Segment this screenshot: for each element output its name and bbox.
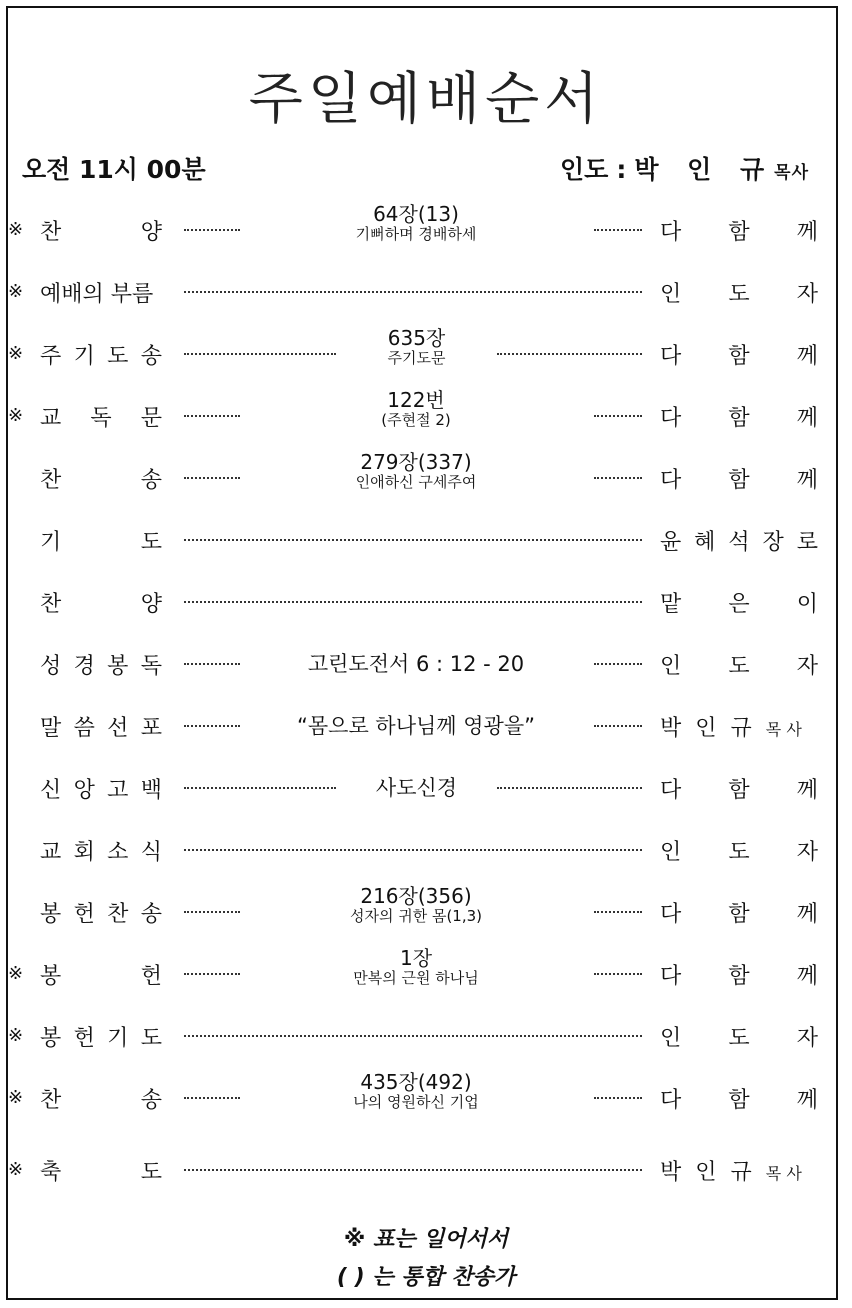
detail-sub: 인애하신 구세주여 — [355, 473, 477, 491]
leader-colon: : — [616, 155, 627, 184]
label-char: 기 — [40, 530, 62, 555]
leader-dots — [184, 715, 240, 727]
service-item-row — [0, 637, 852, 691]
responder-char: 자 — [796, 840, 818, 865]
label-char: 앙 — [73, 778, 95, 803]
detail-sub: 주기도문 — [387, 349, 446, 367]
service-item-row — [0, 513, 852, 567]
responder-char: 인 — [695, 716, 717, 741]
leader-dots — [184, 901, 240, 913]
service-item-responder — [660, 897, 818, 927]
leader-title: 목사 — [774, 163, 810, 183]
service-item-detail — [240, 389, 592, 429]
responder-char: 맡 — [660, 592, 682, 617]
leader-dots — [594, 715, 642, 727]
service-item-label — [40, 277, 162, 307]
service-item-row — [0, 265, 852, 319]
standing-mark: ※ — [8, 219, 24, 240]
responder-char: 께 — [796, 778, 818, 803]
leader-name: 박 인 규 — [634, 155, 775, 184]
responder-char: 함 — [728, 468, 750, 493]
service-item-row — [0, 823, 852, 877]
service-item-row — [0, 1143, 852, 1197]
standing-mark: ※ — [8, 1025, 24, 1046]
standing-mark: ※ — [8, 963, 24, 984]
service-item-row — [0, 575, 852, 629]
leader-dots — [184, 467, 240, 479]
service-item-label — [40, 1021, 162, 1051]
leader-dots — [184, 529, 642, 541]
service-item-row — [0, 1009, 852, 1063]
leader-dots — [594, 219, 642, 231]
leader-dots — [184, 963, 240, 975]
responder-char: 박 — [660, 1160, 682, 1185]
detail-main: 122번 — [387, 388, 445, 412]
standing-mark: ※ — [8, 1087, 24, 1108]
detail-main: 1장 — [399, 946, 433, 970]
responder-char: 다 — [660, 1088, 682, 1113]
responder-char: 윤 — [660, 530, 682, 555]
service-item-responder — [660, 277, 818, 307]
label-char: 성 — [40, 654, 62, 679]
leader-label: 인도 — [560, 155, 609, 184]
leader-dots — [594, 963, 642, 975]
detail-main: 64장(13) — [373, 202, 459, 226]
service-item-responder — [660, 773, 818, 803]
service-item-responder — [660, 525, 818, 555]
service-item-label — [40, 1155, 162, 1185]
service-item-responder — [660, 215, 818, 245]
responder-char: 박 — [660, 716, 682, 741]
responder-title: 목 사 — [765, 720, 802, 739]
service-item-label — [40, 587, 162, 617]
label-char: 봉 — [40, 1026, 62, 1051]
responder-char: 인 — [660, 840, 682, 865]
responder-char: 자 — [796, 282, 818, 307]
responder-char: 도 — [728, 282, 750, 307]
responder-char: 도 — [728, 840, 750, 865]
label-char: 도 — [140, 1026, 162, 1051]
label-char: 도 — [140, 1160, 162, 1185]
service-item-responder — [660, 711, 818, 741]
responder-char: 함 — [728, 406, 750, 431]
label-char: 백 — [140, 778, 162, 803]
service-item-label — [40, 339, 162, 369]
label-char: 송 — [140, 902, 162, 927]
responder-char: 함 — [728, 220, 750, 245]
label-char: 봉 — [40, 964, 62, 989]
responder-char: 께 — [796, 344, 818, 369]
service-item-responder — [660, 1155, 818, 1185]
service-item-detail — [240, 885, 592, 925]
leader-dots — [184, 219, 240, 231]
responder-char: 자 — [796, 1026, 818, 1051]
leader-dots — [497, 343, 642, 355]
responder-char: 인 — [695, 1160, 717, 1185]
label-char: 교 — [40, 840, 62, 865]
label-char: 헌 — [140, 964, 162, 989]
label-char: 찬 — [40, 592, 62, 617]
footer-note-hymnal: ( ) 는 통합 찬송가 — [336, 1265, 516, 1290]
responder-char: 함 — [728, 344, 750, 369]
leader-dots — [184, 1159, 642, 1171]
responder-char: 께 — [796, 468, 818, 493]
label-char: 찬 — [40, 468, 62, 493]
label-char: 소 — [107, 840, 129, 865]
responder-char: 다 — [660, 964, 682, 989]
service-item-row — [0, 1071, 852, 1125]
label-char: 주 — [40, 344, 62, 369]
service-item-detail — [336, 761, 497, 815]
standing-mark: ※ — [8, 343, 24, 364]
standing-mark: ※ — [8, 1159, 24, 1180]
leader-dots — [184, 839, 642, 851]
detail-main: 사도신경 — [375, 776, 458, 800]
service-item-row — [0, 699, 852, 753]
responder-char: 규 — [730, 716, 752, 741]
service-item-label — [40, 773, 162, 803]
label-char: 독 — [90, 406, 112, 431]
service-item-detail — [240, 451, 592, 491]
responder-char: 이 — [796, 592, 818, 617]
label-char: 봉 — [107, 654, 129, 679]
responder-char: 로 — [796, 530, 818, 555]
footer-note-standing: ※ 표는 일어서서 — [343, 1227, 509, 1252]
service-item-responder — [660, 463, 818, 493]
detail-sub: 성자의 귀한 몸(1,3) — [349, 907, 483, 925]
leader-dots — [184, 653, 240, 665]
responder-char: 함 — [728, 964, 750, 989]
label-char: 회 — [73, 840, 95, 865]
service-item-row — [0, 947, 852, 1001]
detail-main: 고린도전서 6 : 12 - 20 — [307, 652, 525, 676]
responder-char: 께 — [796, 1088, 818, 1113]
label-char: 고 — [107, 778, 129, 803]
responder-char: 함 — [728, 778, 750, 803]
leader-dots — [184, 405, 240, 417]
detail-sub: 기뻐하며 경배하세 — [355, 225, 477, 243]
label-char: 헌 — [73, 1026, 95, 1051]
leader-dots — [184, 1087, 240, 1099]
detail-sub: 만복의 근원 하나님 — [353, 969, 479, 987]
service-item-row — [0, 389, 852, 443]
responder-char: 인 — [660, 654, 682, 679]
responder-char: 다 — [660, 902, 682, 927]
responder-char: 장 — [762, 530, 784, 555]
service-item-responder — [660, 401, 818, 431]
standing-mark: ※ — [8, 281, 24, 302]
label-char: 양 — [140, 220, 162, 245]
responder-char: 규 — [730, 1160, 752, 1185]
leader-dots — [594, 653, 642, 665]
responder-char: 혜 — [694, 530, 716, 555]
label-char: 씀 — [73, 716, 95, 741]
responder-char: 다 — [660, 220, 682, 245]
standing-mark: ※ — [8, 405, 24, 426]
leader-dots — [184, 777, 336, 789]
service-item-responder — [660, 1021, 818, 1051]
label-char: 양 — [140, 592, 162, 617]
responder-char: 께 — [796, 406, 818, 431]
responder-char: 다 — [660, 778, 682, 803]
service-item-label — [40, 959, 162, 989]
label-char: 축 — [40, 1160, 62, 1185]
label-char: 교 — [40, 406, 62, 431]
responder-char: 은 — [728, 592, 750, 617]
label-char: 기 — [73, 344, 95, 369]
label-char: 예배의 부름 — [40, 282, 154, 307]
label-char: 신 — [40, 778, 62, 803]
responder-char: 다 — [660, 468, 682, 493]
label-char: 도 — [107, 344, 129, 369]
detail-main: “몸으로 하나님께 영광을” — [297, 714, 535, 738]
label-char: 선 — [107, 716, 129, 741]
detail-main: 635장 — [387, 326, 446, 350]
service-item-label — [40, 463, 162, 493]
label-char: 찬 — [107, 902, 129, 927]
detail-sub: 나의 영원하신 기업 — [353, 1093, 479, 1111]
service-item-row — [0, 885, 852, 939]
leader-dots — [594, 467, 642, 479]
responder-char: 자 — [796, 654, 818, 679]
responder-char: 인 — [660, 282, 682, 307]
service-item-label — [40, 401, 162, 431]
label-char: 말 — [40, 716, 62, 741]
responder-char: 도 — [728, 654, 750, 679]
label-char: 송 — [140, 344, 162, 369]
service-item-label — [40, 215, 162, 245]
leader-dots — [594, 1087, 642, 1099]
service-item-detail — [240, 699, 592, 753]
service-item-label — [40, 649, 162, 679]
responder-char: 께 — [796, 220, 818, 245]
responder-char: 석 — [728, 530, 750, 555]
label-char: 찬 — [40, 1088, 62, 1113]
label-char: 도 — [140, 530, 162, 555]
service-item-row — [0, 327, 852, 381]
detail-main: 216장(356) — [360, 884, 472, 908]
responder-char: 도 — [728, 1026, 750, 1051]
service-item-row — [0, 203, 852, 257]
leader-dots — [594, 405, 642, 417]
label-char: 기 — [107, 1026, 129, 1051]
service-item-label — [40, 525, 162, 555]
service-item-detail — [240, 947, 592, 987]
label-char: 송 — [140, 1088, 162, 1113]
detail-main: 279장(337) — [360, 450, 472, 474]
service-item-responder — [660, 587, 818, 617]
service-item-label — [40, 897, 162, 927]
responder-char: 인 — [660, 1026, 682, 1051]
service-item-responder — [660, 1083, 818, 1113]
label-char: 찬 — [40, 220, 62, 245]
leader-dots — [184, 1025, 642, 1037]
leader-dots — [184, 281, 642, 293]
leader-dots — [184, 591, 642, 603]
service-item-row — [0, 451, 852, 505]
service-item-responder — [660, 649, 818, 679]
detail-sub: (주현절 2) — [381, 411, 451, 429]
service-item-label — [40, 835, 162, 865]
label-char: 문 — [140, 406, 162, 431]
service-leader — [560, 150, 809, 186]
leader-dots — [497, 777, 642, 789]
label-char: 헌 — [73, 902, 95, 927]
service-time: 오전 11시 00분 — [22, 155, 206, 184]
service-item-responder — [660, 959, 818, 989]
service-item-responder — [660, 339, 818, 369]
service-item-row — [0, 761, 852, 815]
responder-char: 다 — [660, 406, 682, 431]
service-item-detail — [336, 327, 497, 367]
responder-char: 다 — [660, 344, 682, 369]
responder-char: 함 — [728, 1088, 750, 1113]
label-char: 식 — [140, 840, 162, 865]
label-char: 경 — [73, 654, 95, 679]
leader-dots — [594, 901, 642, 913]
service-item-detail — [240, 203, 592, 243]
label-char: 봉 — [40, 902, 62, 927]
label-char: 송 — [140, 468, 162, 493]
service-item-detail — [240, 637, 592, 691]
service-item-responder — [660, 835, 818, 865]
page-title: 주일예배순서 — [248, 67, 604, 132]
label-char: 독 — [140, 654, 162, 679]
leader-dots — [184, 343, 336, 355]
service-item-label — [40, 1083, 162, 1113]
service-item-label — [40, 711, 162, 741]
label-char: 포 — [140, 716, 162, 741]
detail-main: 435장(492) — [360, 1070, 472, 1094]
service-item-detail — [240, 1071, 592, 1111]
responder-title: 목 사 — [765, 1164, 802, 1183]
responder-char: 께 — [796, 964, 818, 989]
responder-char: 함 — [728, 902, 750, 927]
responder-char: 께 — [796, 902, 818, 927]
